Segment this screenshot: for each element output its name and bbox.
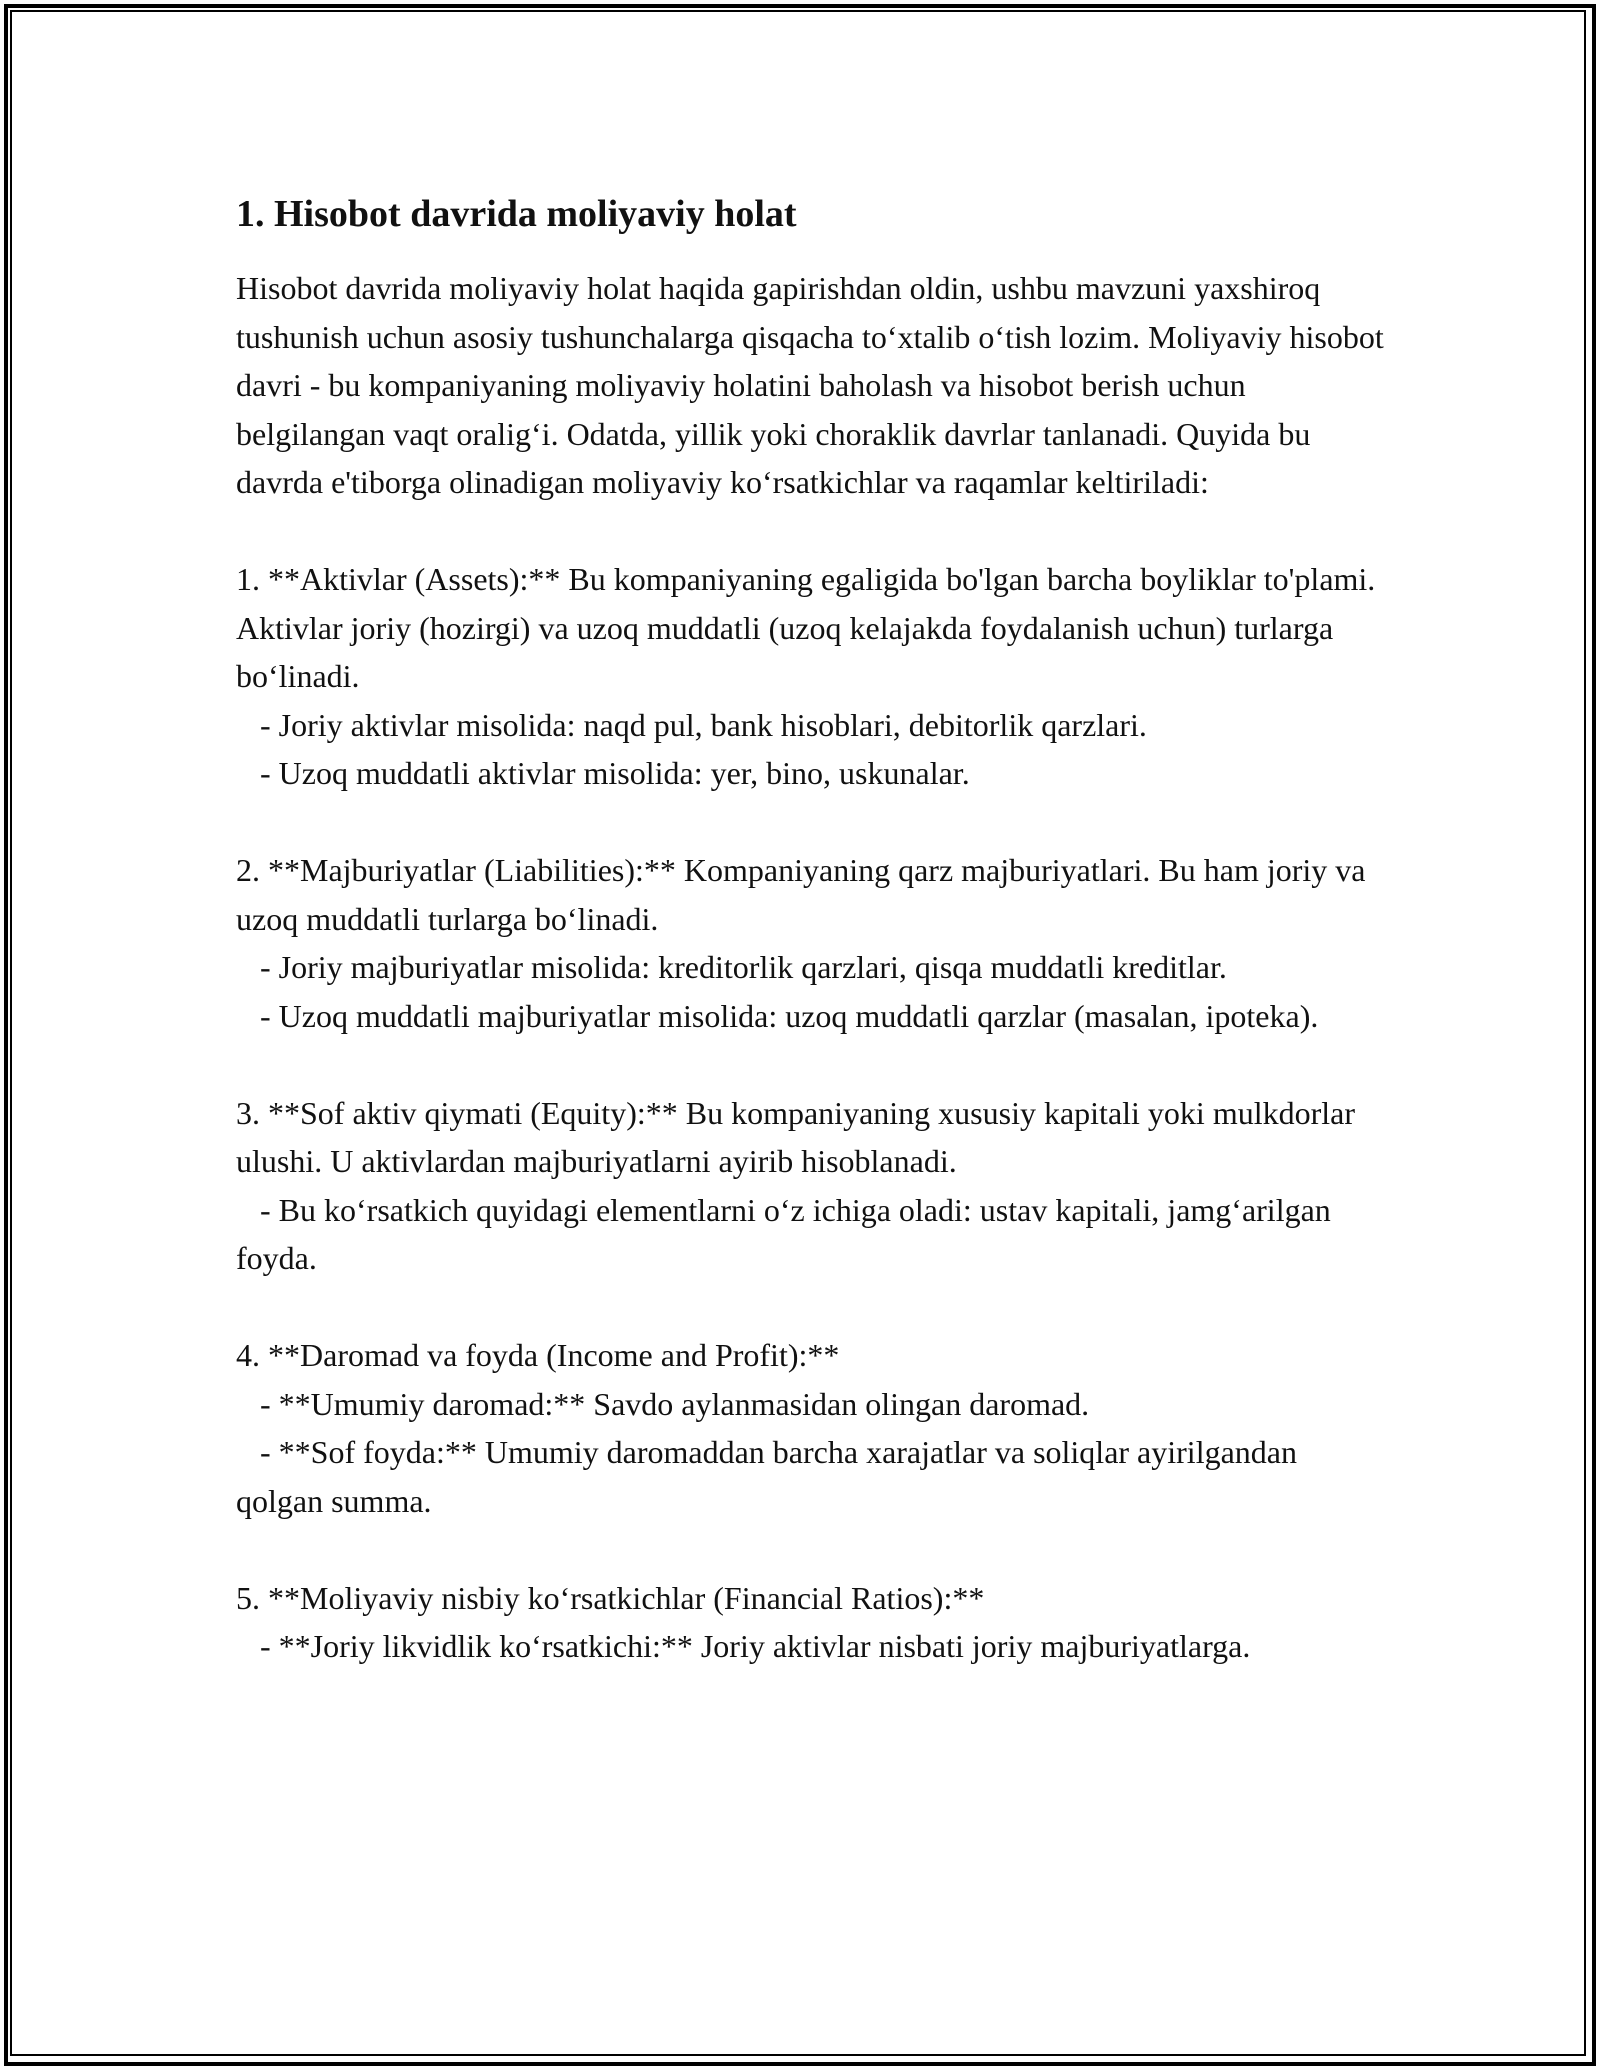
section-lead: 4. **Daromad va foyda (Income and Profit):** [236,1337,840,1373]
section-income-profit [236,1331,1386,1525]
list-item: - Joriy majburiyatlar misolida: kreditorlik qarzlari, qisqa muddatli kreditlar. [236,949,1227,985]
paragraph-gap [236,1525,1386,1574]
list-item: - Joriy aktivlar misolida: naqd pul, bank hisoblari, debitorlik qarzlari. [236,706,1147,743]
section-lead: 2. **Majburiyatlar (Liabilities):** Kompaniyaning qarz majburiyatlari. Bu ham joriy va uzoq muddatli turlarga bo‘linadi. [236,852,1374,937]
list-item: - **Joriy likvidlik ko‘rsatkichi:** Joriy aktivlar nisbati joriy majburiyatlarga. [236,1628,1251,1664]
list-item: - **Sof foyda:** Umumiy daromaddan barcha xarajatlar va soliqlar ayirilgandan qolgan summa. [236,1434,1305,1519]
section-financial-ratios [236,1574,1386,1671]
paragraph-gap [236,1040,1386,1089]
section-equity [236,1089,1386,1283]
list-item: - Bu ko‘rsatkich quyidagi elementlarni o‘z ichiga oladi: ustav kapitali, jamg‘arilgan foyda. [236,1191,1339,1276]
section-heading: 1. Hisobot davrida moliyaviy holat [236,193,797,235]
paragraph-gap [236,1283,1386,1332]
section-lead: 5. **Moliyaviy nisbiy ko‘rsatkichlar (Financial Ratios):** [236,1579,985,1616]
section-liabilities [236,846,1386,1040]
list-item: - Uzoq muddatli aktivlar misolida: yer, bino, uskunalar. [236,755,970,791]
section-lead: 1. **Aktivlar (Assets):** Bu kompaniyaning egaligida bo'lgan barcha boyliklar to'plami. Aktivlar joriy (hozirgi) va uzoq muddatli (uzoq kelajakda foydalanish uchun) turlarga bo‘linadi. [236,561,1382,694]
list-item: - **Umumiy daromad:** Savdo aylanmasidan olingan daromad. [236,1385,1090,1422]
list-item: - Uzoq muddatli majburiyatlar misolida: uzoq muddatli qarzlar (masalan, ipoteka). [236,997,1319,1034]
paragraph-gap [236,798,1386,847]
document-body [236,186,1392,1671]
paragraph-gap [236,507,1386,556]
section-lead: 3. **Sof aktiv qiymati (Equity):** Bu kompaniyaning xususiy kapitali yoki mulkdorlar ulushi. U aktivlardan majburiyatlarni ayirib hisoblanadi. [236,1094,1363,1179]
section-assets [236,555,1386,798]
intro-paragraph: Hisobot davrida moliyaviy holat haqida gapirishdan oldin, ushbu mavzuni yaxshiroq tushunish uchun asosiy tushunchalarga qisqacha to‘xtalib o‘tish lozim. Moliyaviy hisobot davri - bu kompaniyaning moliyaviy holatini baholash va hisobot berish uchun belgilangan vaqt oralig‘i. Odatda, yillik yoki choraklik davrlar tanlanadi. Quyida bu davrda e'tiborga olinadigan moliyaviy ko‘rsatkichlar va raqamlar keltiriladi: [236,270,1392,500]
